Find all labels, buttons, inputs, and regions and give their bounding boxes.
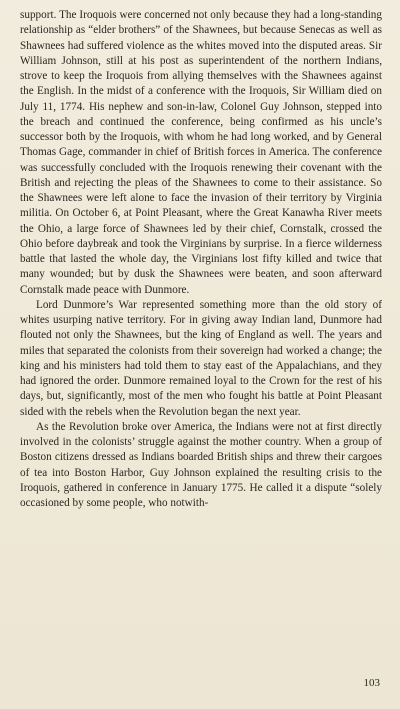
paragraph-1: support. The Iroquois were concerned not only because they had a long-standing relationship as “elder brothers” of the Shawnees, but because Senecas as well as Shawnees had suffered violence as the whites moved into the disputed areas. Sir William Johnson, still at his post as superintendent of the northern Indians, strove to keep the Iroquois from allying themselves with the Shawnees against the English. In the midst of a conference with the Iroquois, Sir William died on July 11, 1774. His nephew and son-in-law, Colonel Guy Johnson, stepped into the breach and continued the conference, being confirmed as his uncle’s successor both by the Iroquois, with whom he had long worked, and by General Thomas Gage, commander in chief of British forces in America. The conference was successfully concluded with the Iroquois renewing their covenant with the British and rejecting the pleas of the Shawnees to come to their assistance. So the Shawnees were left alone to face the invasion of their territory by Virginia militia. On October 6, at Point Pleasant, where the Great Kanawha River meets the Ohio, a large force of Shawnees led by their chief, Cornstalk, crossed the Ohio before daybreak and took the Virginians by surprise. In a fierce wilderness battle that lasted the whole day, the Virginians lost fifty killed and twice that many wounded; but by dusk the Shawnees were beaten, and soon afterward Cornstalk made peace with Dunmore.	[20, 9, 382, 296]
paragraph-3: As the Revolution broke over America, the Indians were not at first directly involved in the colonists’ struggle against the mother country. When a group of Boston citizens dressed as Indians boarded British ships and threw their cargoes of tea into Boston Harbor, Guy Johnson explained the resulting crisis to the Iroquois, gathered in conference in January 1775. He called it a dispute “solely occasioned by some people, who notwith-	[20, 420, 382, 509]
page-number: 103	[363, 677, 380, 689]
paragraph-2: Lord Dunmore’s War represented something more than the old story of whites usurping native territory. For in giving away Indian land, Dunmore had flouted not only the Shawnees, but the king of England as well. The years and miles that separated the colonists from their sovereign had worked a change; the king and his ministers had told them to stay east of the Appalachians, and they had ignored the order. Dunmore remained loyal to the Crown for the rest of his days, but, significantly, most of the men who fought his battle at Point Pleasant sided with the rebels when the Revolution began the next year.	[20, 298, 382, 418]
body-text	[20, 8, 382, 511]
